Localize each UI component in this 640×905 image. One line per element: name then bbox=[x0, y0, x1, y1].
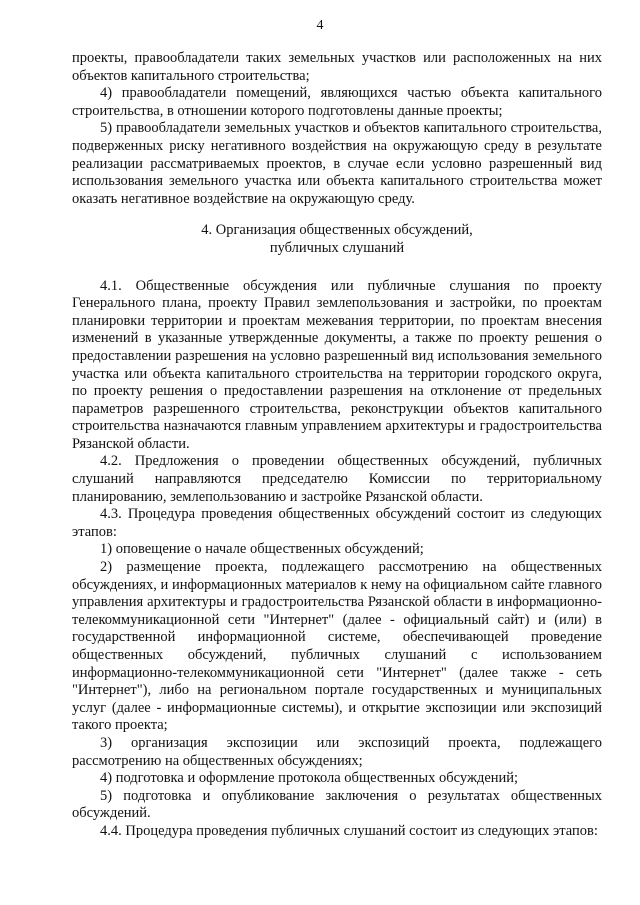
paragraph-continuation: проекты, правообладатели таких земельных участков или расположенных на них объектов капитального строительства; bbox=[72, 50, 602, 84]
section-heading-line-1: 4. Организация общественных обсуждений, bbox=[201, 222, 473, 239]
paragraph-item-5: 5) правообладатели земельных участков и объектов капитального строительства, подверженных риску негативного воздействия на окружающую среду в результате реализации рассматриваемых проектов, в случае если условно разрешенный вид использования земельного участка или объекта капитального строительства может оказать негативное воздействие на окружающую среду. bbox=[72, 120, 602, 207]
paragraph-4-2: 4.2. Предложения о проведении общественных обсуждений, публичных слушаний направляются председателю Комиссии по территориальному планированию, землепользованию и застройке Рязанской области. bbox=[72, 453, 602, 505]
section-heading-line-2: публичных слушаний bbox=[269, 239, 405, 256]
paragraph-4-1: 4.1. Общественные обсуждения или публичные слушания по проекту Генерального плана, проекту Правил землепользования и застройки, по проектам планировки территории и проектам межевания территории, по проектам внесения изменений в указанные утвержденные документы, а также по проекту решения о предоставлении разрешения на условно разрешенный вид использования земельного участка или объекта капитального строительства на территории городского округа, по проекту решения о предоставлении разрешения на отклонение от предельных параметров разрешенного строительства, реконструкции объектов капитального строительства назначаются главным управлением архитектуры и градостроительства Рязанской области. bbox=[72, 277, 602, 452]
list-item-4: 4) подготовка и оформление протокола общественных обсуждений; bbox=[100, 770, 519, 787]
list-item-1: 1) оповещение о начале общественных обсуждений; bbox=[100, 541, 424, 558]
paragraph-4-4: 4.4. Процедура проведения публичных слушаний состоит из следующих этапов: bbox=[100, 822, 598, 839]
page-number: 4 bbox=[316, 18, 324, 33]
document-body bbox=[72, 50, 602, 841]
list-item-5: 5) подготовка и опубликование заключения о результатах общественных обсуждений. bbox=[72, 787, 602, 822]
list-item-3: 3) организация экспозиции или экспозиций проекта, подлежащего рассмотрению на общественных обсуждениях; bbox=[72, 734, 602, 769]
list-item-2: 2) размещение проекта, подлежащего рассмотрению на общественных обсуждениях, и информационных материалов к нему на официальном сайте главного управления архитектуры и градостроительства Рязанской области в информационно-телекоммуникационной сети "Интернет" (далее - официальный сайт) и (или) в государственной информационной системе, обеспечивающей проведение общественных обсуждений, публичных слушаний с использованием информационно-телекоммуникационной сети "Интернет" (далее также - сеть "Интернет"), либо на региональном портале государственных и муниципальных услуг (далее - информационные системы), и открытие экспозиции или экспозиций такого проекта; bbox=[72, 559, 602, 734]
paragraph-item-4: 4) правообладатели помещений, являющихся частью объекта капитального строительства, в отношении которого подготовлены данные проекты; bbox=[72, 85, 602, 119]
paragraph-4-3: 4.3. Процедура проведения общественных обсуждений состоит из следующих этапов: bbox=[72, 506, 602, 540]
section-heading bbox=[72, 222, 602, 257]
